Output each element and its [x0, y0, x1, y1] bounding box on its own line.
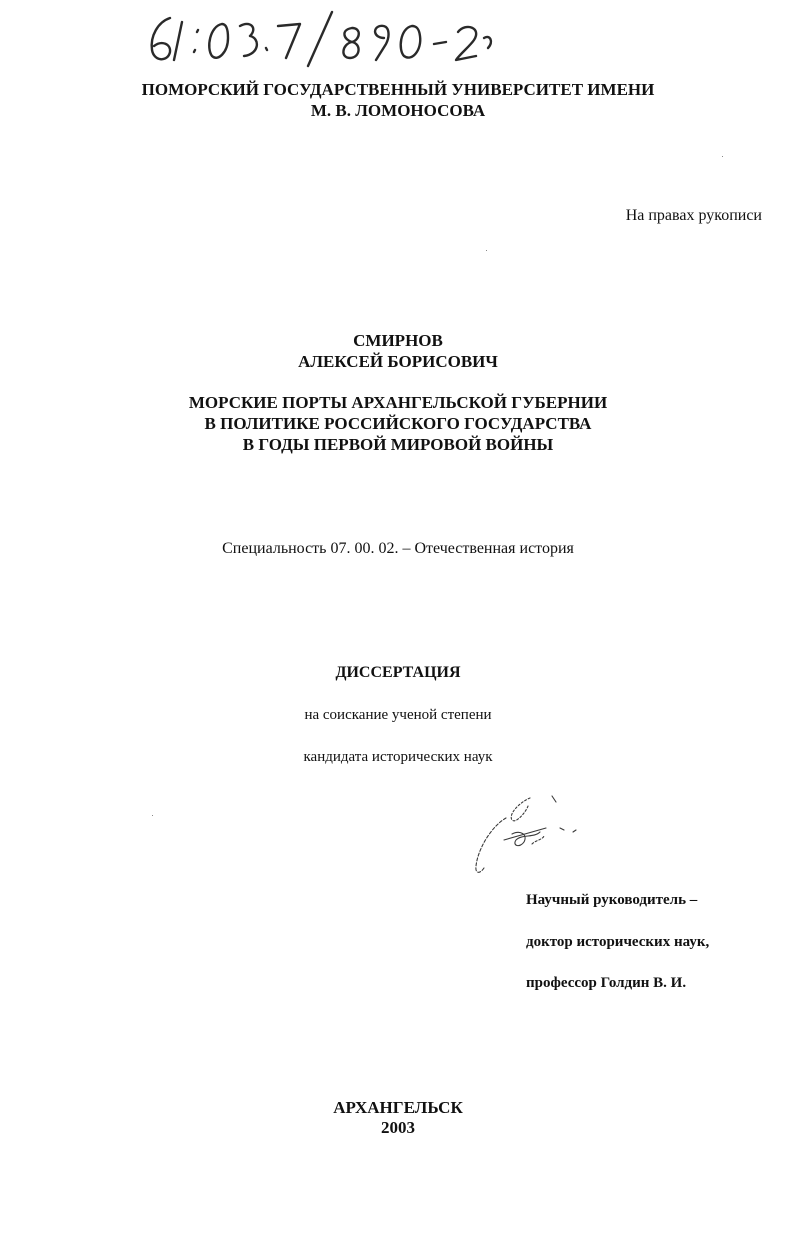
year: 2003 — [381, 1118, 415, 1137]
title-line1: МОРСКИЕ ПОРТЫ АРХАНГЕЛЬСКОЙ ГУБЕРНИИ — [188, 393, 608, 412]
supervisor-line1: Научный руководитель – — [526, 892, 698, 908]
university-name-line2: М. В. ЛОМОНОСОВА — [310, 101, 486, 120]
title-line2: В ПОЛИТИКЕ РОССИЙСКОГО ГОСУДАРСТВА — [204, 414, 592, 433]
city: АРХАНГЕЛЬСК — [333, 1098, 463, 1117]
work-type: ДИССЕРТАЦИЯ — [335, 664, 461, 681]
university-name-line1: ПОМОРСКИЙ ГОСУДАРСТВЕННЫЙ УНИВЕРСИТЕТ ИМЕНИ — [141, 80, 655, 99]
archive-stamp — [140, 8, 510, 70]
author-surname: СМИРНОВ — [353, 331, 443, 350]
signature — [468, 790, 588, 880]
scan-speck — [152, 815, 153, 816]
title-line3: В ГОДЫ ПЕРВОЙ МИРОВОЙ ВОЙНЫ — [242, 435, 554, 454]
rights-note: На правах рукописи — [625, 207, 762, 224]
scan-speck — [486, 250, 487, 251]
author-given-names: АЛЕКСЕЙ БОРИСОВИЧ — [298, 352, 498, 371]
degree-line1: на соискание ученой степени — [304, 707, 492, 723]
degree-line2: кандидата исторических наук — [303, 749, 493, 765]
specialty: Специальность 07. 00. 02. – Отечественная история — [222, 540, 574, 557]
supervisor-line2: доктор исторических наук, — [526, 934, 710, 950]
scan-speck — [722, 156, 723, 157]
supervisor-line3: профессор Голдин В. И. — [526, 975, 687, 991]
